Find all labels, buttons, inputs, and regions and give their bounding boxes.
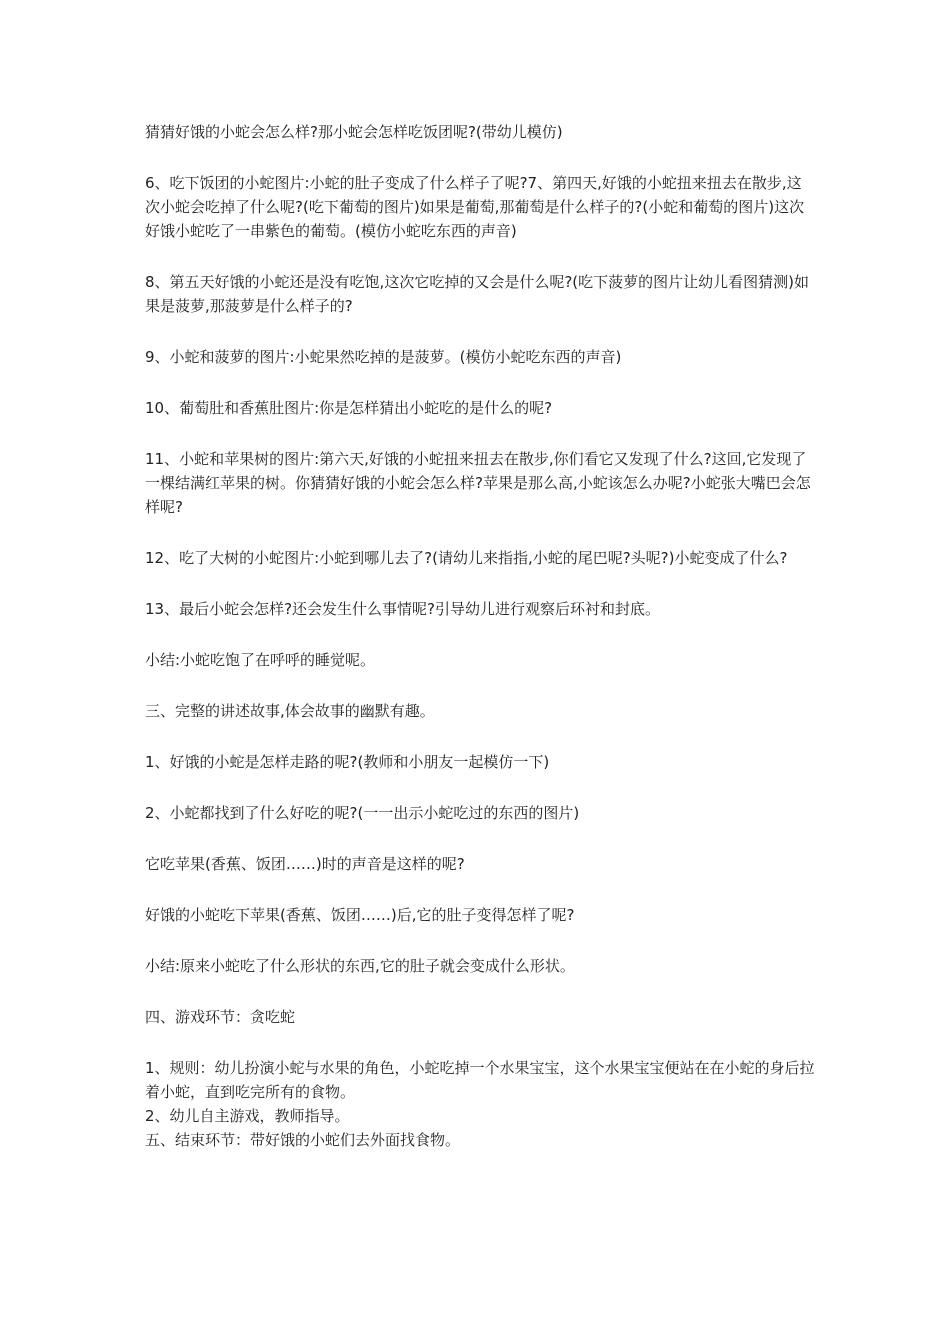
paragraph-free-play: 2、幼儿自主游戏，教师指导。: [145, 1107, 350, 1125]
paragraph-guess-snake: 猜猜好饿的小蛇会怎么样?那小蛇会怎样吃饭团呢?(带幼儿模仿): [145, 123, 563, 141]
paragraph-step-10: 10、葡萄肚和香蕉肚图片:你是怎样猜出小蛇吃的是什么的呢?: [145, 399, 553, 417]
paragraph-game-rules: 1、规则：幼儿扮演小蛇与水果的角色，小蛇吃掉一个水果宝宝，这个水果宝宝便站在在小蛇的身后拉着小蛇，直到吃完所有的食物。: [145, 1059, 815, 1101]
paragraph-summary-2: 小结:原来小蛇吃了什么形状的东西,它的肚子就会变成什么形状。: [145, 957, 575, 975]
paragraph-step-9: 9、小蛇和菠萝的图片:小蛇果然吃掉的是菠萝。(模仿小蛇吃东西的声音): [145, 348, 622, 366]
paragraph-step-8: 8、第五天好饿的小蛇还是没有吃饱,这次它吃掉的又会是什么呢?(吃下菠萝的图片让幼儿看图猜测)如果是菠萝,那菠萝是什么样子的?: [145, 273, 809, 315]
paragraph-section3-item-1: 1、好饿的小蛇是怎样走路的呢?(教师和小朋友一起模仿一下): [145, 753, 550, 771]
section-heading-5: 五、结束环节：带好饿的小蛇们去外面找食物。: [145, 1131, 461, 1149]
paragraph-belly-change: 好饿的小蛇吃下苹果(香蕉、饭团……)后,它的肚子变得怎样了呢?: [145, 906, 575, 924]
document-body: [145, 120, 815, 1152]
section-heading-4: 四、游戏环节：贪吃蛇: [145, 1008, 296, 1026]
paragraph-step-13: 13、最后小蛇会怎样?还会发生什么事情呢?引导幼儿进行观察后环衬和封底。: [145, 600, 661, 618]
paragraph-step-6-7: 6、吃下饭团的小蛇图片:小蛇的肚子变成了什么样子了呢?7、第四天,好饿的小蛇扭来扭去在散步,这次小蛇会吃掉了什么呢?(吃下葡萄的图片)如果是葡萄,那葡萄是什么样子的?(小蛇和葡萄的图片)这次好饿小蛇吃了一串紫色的葡萄。(模仿小蛇吃东西的声音): [145, 174, 805, 240]
paragraph-step-12: 12、吃了大树的小蛇图片:小蛇到哪儿去了?(请幼儿来指指,小蛇的尾巴呢?头呢?)小蛇变成了什么?: [145, 549, 788, 567]
paragraph-step-11: 11、小蛇和苹果树的图片:第六天,好饿的小蛇扭来扭去在散步,你们看它又发现了什么?这回,它发现了一棵结满红苹果的树。你猜猜好饿的小蛇会怎么样?苹果是那么高,小蛇该怎么办呢?小蛇张大嘴巴会怎样呢?: [145, 450, 811, 516]
paragraph-summary-1: 小结:小蛇吃饱了在呼呼的睡觉呢。: [145, 651, 376, 669]
paragraph-section3-item-2: 2、小蛇都找到了什么好吃的呢?(一一出示小蛇吃过的东西的图片): [145, 804, 580, 822]
section-heading-3: 三、完整的讲述故事,体会故事的幽默有趣。: [145, 702, 435, 720]
paragraph-eating-sound: 它吃苹果(香蕉、饭团……)时的声音是这样的呢?: [145, 855, 465, 873]
